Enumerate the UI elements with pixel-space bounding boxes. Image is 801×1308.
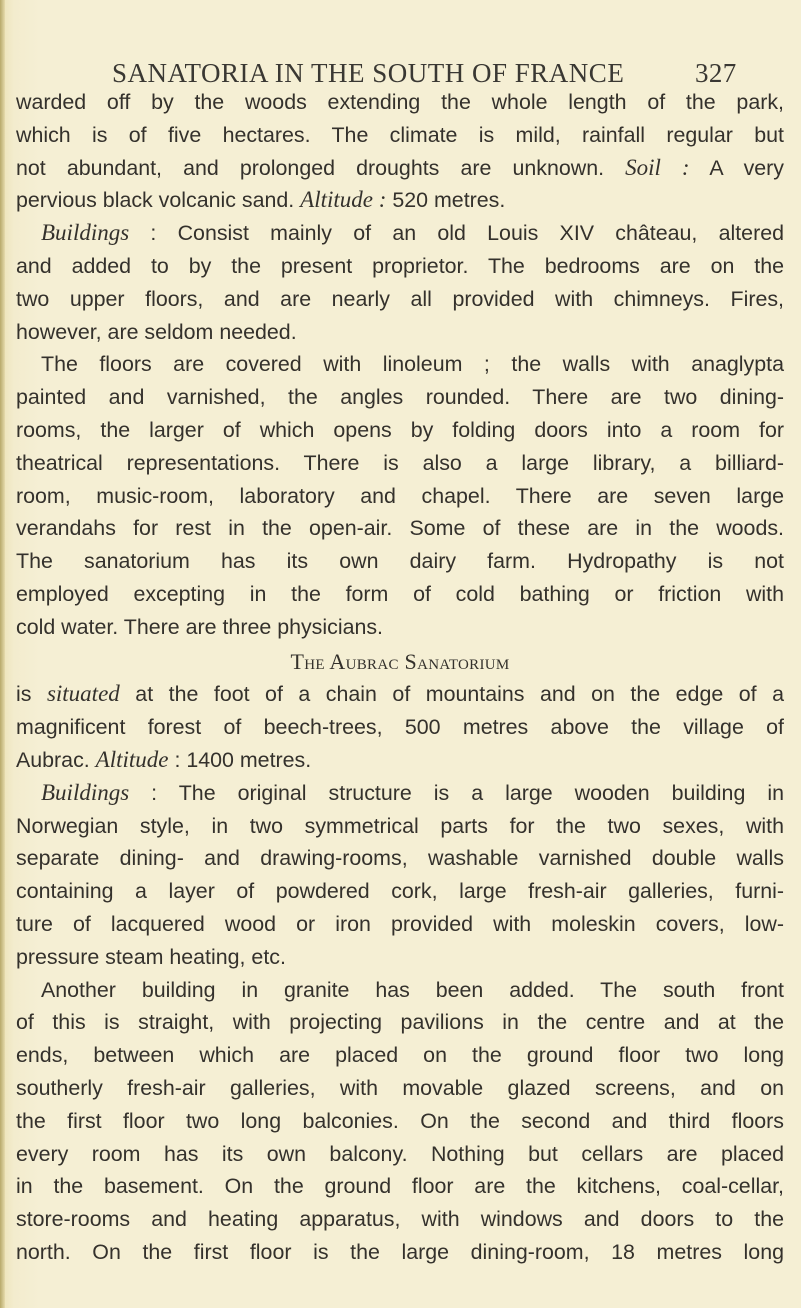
text-line [16,86,784,119]
text-line [16,184,784,217]
text-run: : Consist mainly of an old Louis XIV château, altered [129,221,784,246]
text-line [16,316,784,349]
text-line [16,1105,784,1138]
text-run: pervious black volcanic sand. [16,188,301,213]
text-run: The sanatorium has its own dairy farm. Hydropathy is not [16,549,784,574]
text-line [16,810,784,843]
text-run: two upper floors, and are nearly all provided with chimneys. Fires, [16,286,784,311]
text-line [16,908,784,941]
italic-run: Buildings [41,779,130,805]
italic-run: Altitude [95,746,169,772]
text-line [16,414,784,447]
text-run: employed excepting in the form of cold bathing or friction with [16,581,784,606]
text-run: every room has its own balcony. Nothing but cellars are placed [16,1141,784,1166]
text-run: painted and varnished, the angles rounded. There are two dining- [16,385,784,410]
text-line [16,512,784,545]
text-run: containing a layer of powdered cork, large fresh-air galleries, furni- [16,879,784,904]
text-line [16,480,784,513]
text-line [16,250,784,283]
text-line [16,1170,784,1203]
text-line [16,545,784,578]
text-run: ture of lacquered wood or iron provided with moleskin covers, low- [16,911,784,936]
text-run: of this is straight, with projecting pavilions in the centre and at the [16,1010,784,1035]
text-run: separate dining- and drawing-rooms, washable varnished double walls [16,846,784,871]
text-run: A very [689,155,784,180]
text-line [16,744,784,777]
text-line [16,381,784,414]
text-line [16,974,784,1007]
body-text [16,86,784,1269]
text-run: pressure steam heating, etc. [16,944,286,969]
text-run: warded off by the woods extending the whole length of the park, [16,90,784,114]
text-line [16,283,784,316]
page-gutter-shadow [0,0,5,1308]
text-run: verandahs for rest in the open-air. Some of these are in the woods. [16,516,784,541]
text-run: magnificent forest of beech-trees, 500 metres above the village of [16,715,784,740]
text-run: north. On the first floor is the large dining-room, 18 metres long [16,1239,784,1264]
page-number: 327 [695,58,737,88]
text-line [16,578,784,611]
text-line [16,1203,784,1236]
text-run: is [16,682,47,707]
text-run: : The original structure is a large wooden building in [129,780,784,805]
text-run: cold water. There are three physicians. [16,614,384,639]
running-head [112,58,737,89]
text-run: not abundant, and prolonged droughts are unknown. [16,155,626,180]
text-line [16,842,784,875]
text-line [16,1006,784,1039]
text-line [16,1039,784,1072]
text-run: at the foot of a chain of mountains and on the edge of a [119,682,784,707]
text-run: the first floor two long balconies. On the second and third floors [16,1108,784,1133]
text-line [16,711,784,744]
text-line [16,152,784,185]
text-run: Aubrac. [16,747,96,772]
text-line [16,611,784,644]
text-run: rooms, the larger of which opens by folding doors into a room for [16,417,784,442]
text-line [16,1138,784,1171]
text-run: ends, between which are placed on the ground floor two long [16,1043,784,1068]
italic-run: Soil : [625,154,690,180]
text-run: room, music-room, laboratory and chapel. There are seven large [16,483,784,508]
text-line [16,1236,784,1269]
text-line [16,348,784,381]
text-run: southerly fresh-air galleries, with movable glazed screens, and on [16,1075,784,1100]
italic-run: Altitude : [300,187,387,213]
text-run: and added to by the present proprietor. The bedrooms are on the [16,253,784,278]
text-line [16,678,784,711]
text-line [16,217,784,250]
text-run: Norwegian style, in two symmetrical parts for the two sexes, with [16,813,784,838]
text-line [16,119,784,152]
section-heading: The Aubrac Sanatorium [290,648,510,674]
text-line [16,1072,784,1105]
text-line [16,941,784,974]
text-run: : 1400 metres. [168,747,312,772]
text-run: however, are seldom needed. [16,319,297,344]
text-run: The floors are covered with linoleum ; the walls with anaglypta [41,352,784,377]
text-run: store-rooms and heating apparatus, with windows and doors to the [16,1207,784,1232]
italic-run: situated [46,681,120,707]
text-run: in the basement. On the ground floor are the kitchens, coal-cellar, [16,1174,784,1199]
text-line [16,777,784,810]
text-line [16,447,784,480]
text-run: theatrical representations. There is also a large library, a billiard- [16,450,784,475]
running-head-title: SANATORIA IN THE SOUTH OF FRANCE [112,58,625,88]
text-run: which is of five hectares. The climate is mild, rainfall regular but [16,122,784,147]
text-run: 520 metres. [386,188,506,213]
text-line [16,875,784,908]
italic-run: Buildings [41,220,130,246]
text-run: Another building in granite has been added. The south front [41,977,784,1002]
